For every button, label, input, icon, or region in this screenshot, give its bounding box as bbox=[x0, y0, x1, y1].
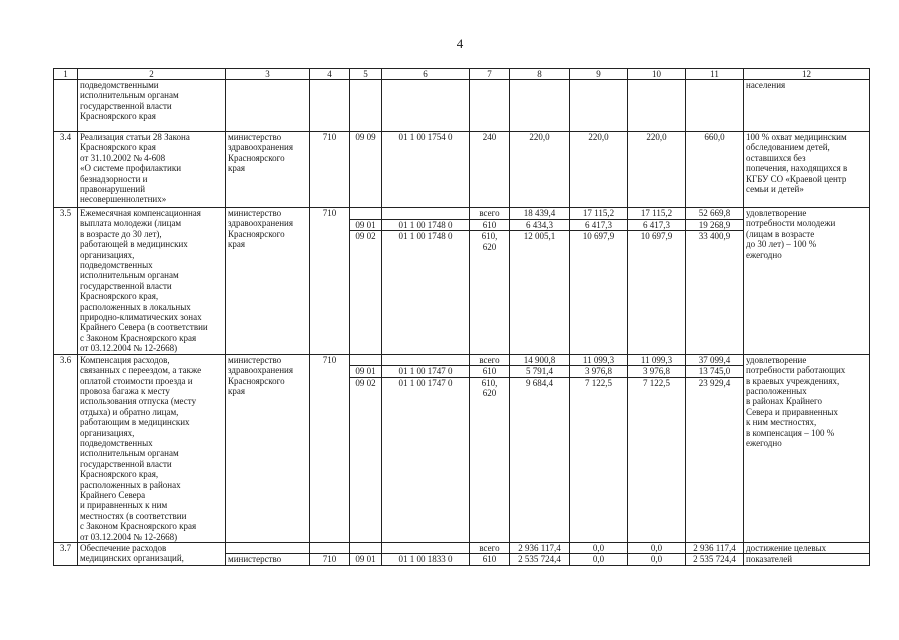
grbs-code: 710 bbox=[310, 354, 350, 542]
year1-value: 6 434,3 bbox=[510, 219, 570, 231]
ministry: министерство здравоохранения Красноярского края bbox=[226, 132, 310, 208]
table-row bbox=[54, 354, 870, 365]
year3-value: 7 122,5 bbox=[628, 377, 686, 542]
year1-value: 2 936 117,4 bbox=[510, 543, 570, 554]
year2-value: 0,0 bbox=[570, 554, 628, 565]
csr-code: 01 1 00 1748 0 bbox=[382, 231, 470, 355]
header-cell: 10 bbox=[628, 69, 686, 80]
activity-name: Компенсация расходов, связанных с переездом, а также оплатой стоимости проезда и провоза багажа к месту использования отпуска (месту отдыха) и обратно лицам, работающим в медицинских организациях, подведомственных исполнительным органам государственной власти Красноярского края, расположенных в районах Крайнего Севера и приравненных к ним местностях (в соответствии с Законом Красноярского края от 03.12.2004 № 12-2668) bbox=[78, 354, 226, 542]
year1-value: 5 791,4 bbox=[510, 366, 570, 377]
header-row bbox=[54, 69, 870, 80]
year1-value: 12 005,1 bbox=[510, 231, 570, 355]
header-cell: 7 bbox=[470, 69, 510, 80]
total-value: 2 535 724,4 bbox=[686, 554, 744, 565]
year1-value: 9 684,4 bbox=[510, 377, 570, 542]
grbs-code: 710 bbox=[310, 554, 350, 565]
header-cell: 4 bbox=[310, 69, 350, 80]
activity-name: Обеспечение расходов медицинских организаций, bbox=[78, 543, 226, 566]
year2-value: 10 697,9 bbox=[570, 231, 628, 355]
table-row bbox=[54, 208, 870, 220]
total-value: 2 936 117,4 bbox=[686, 543, 744, 554]
year2-value: 3 976,8 bbox=[570, 366, 628, 377]
rzpr-code: 09 02 bbox=[350, 377, 382, 542]
vr-code: всего bbox=[470, 543, 510, 554]
year1-value: 18 439,4 bbox=[510, 208, 570, 220]
year3-value: 6 417,3 bbox=[628, 219, 686, 231]
csr-code: 01 1 00 1747 0 bbox=[382, 377, 470, 542]
expected-result: удовлетворение потребности работающих в краевых учреждениях, расположенных в районах Крайнего Севера и приравненных к ним местностях, в компенсация – 100 % ежегодно bbox=[744, 354, 870, 542]
rzpr-code: 09 01 bbox=[350, 366, 382, 377]
ministry: министерство здравоохранения Красноярского края bbox=[226, 354, 310, 542]
header-cell: 1 bbox=[54, 69, 78, 80]
rzpr-code: 09 01 bbox=[350, 219, 382, 231]
year3-value: 17 115,2 bbox=[628, 208, 686, 220]
expected-result: удовлетворение потребности молодежи (лицам в возрасте до 30 лет) – 100 % ежегодно bbox=[744, 208, 870, 355]
total-value: 52 669,8 bbox=[686, 208, 744, 220]
row-number: 3.4 bbox=[54, 132, 78, 208]
rzpr-code bbox=[350, 208, 382, 220]
year3-value: 11 099,3 bbox=[628, 354, 686, 365]
csr-code: 01 1 00 1754 0 bbox=[382, 132, 470, 208]
table-row bbox=[54, 543, 870, 554]
header-cell: 9 bbox=[570, 69, 628, 80]
year1-value: 14 900,8 bbox=[510, 354, 570, 365]
expected-result: достижение целевых bbox=[744, 543, 870, 554]
csr-code bbox=[382, 354, 470, 365]
csr-code bbox=[382, 208, 470, 220]
grbs-code bbox=[310, 543, 350, 554]
row-number: 3.6 bbox=[54, 354, 78, 542]
grbs-code: 710 bbox=[310, 132, 350, 208]
grbs-code: 710 bbox=[310, 208, 350, 355]
year3-value: 0,0 bbox=[628, 543, 686, 554]
total-value: 19 268,9 bbox=[686, 219, 744, 231]
activity-name: Ежемесячная компенсационная выплата молодежи (лицам в возрасте до 30 лет), работающей в медицинских организациях, подведомственных исполнительным органам государственной власти Красноярского края, расположенных в локальных природно-климатических зонах Крайнего Севера (в соответствии с Законом Красноярского края от 03.12.2004 № 12-2668) bbox=[78, 208, 226, 355]
total-value: 13 745,0 bbox=[686, 366, 744, 377]
table-row bbox=[54, 132, 870, 208]
vr-code: всего bbox=[470, 208, 510, 220]
vr-code: 240 bbox=[470, 132, 510, 208]
table-row bbox=[54, 80, 870, 132]
rzpr-code bbox=[350, 354, 382, 365]
activity-name: Реализация статьи 28 Закона Красноярского края от 31.10.2002 № 4-608 «О системе профилактики безнадзорности и правонарушений несовершеннолетних» bbox=[78, 132, 226, 208]
header-cell: 3 bbox=[226, 69, 310, 80]
page-number: 4 bbox=[456, 36, 464, 51]
vr-code: 610 bbox=[470, 366, 510, 377]
expected-result: населения bbox=[744, 80, 870, 132]
rzpr-code: 09 01 bbox=[350, 554, 382, 565]
year2-value: 7 122,5 bbox=[570, 377, 628, 542]
program-activities-table bbox=[53, 68, 870, 566]
activity-name: подведомственными исполнительным органам государственной власти Красноярского края bbox=[78, 80, 226, 132]
vr-code: 610 bbox=[470, 554, 510, 565]
year3-value: 220,0 bbox=[628, 132, 686, 208]
header-cell: 12 bbox=[744, 69, 870, 80]
vr-code: 610, 620 bbox=[470, 377, 510, 542]
csr-code: 01 1 00 1748 0 bbox=[382, 219, 470, 231]
header-cell: 8 bbox=[510, 69, 570, 80]
year1-value: 220,0 bbox=[510, 132, 570, 208]
ministry bbox=[226, 543, 310, 554]
total-value: 23 929,4 bbox=[686, 377, 744, 542]
row-number: 3.7 bbox=[54, 543, 78, 566]
year1-value: 2 535 724,4 bbox=[510, 554, 570, 565]
rzpr-code: 09 09 bbox=[350, 132, 382, 208]
expected-result: 100 % охват медицинским обследованием детей, оставшихся без попечения, находящихся в КГБУ СО «Краевой центр семьи и детей» bbox=[744, 132, 870, 208]
year2-value: 17 115,2 bbox=[570, 208, 628, 220]
year2-value: 220,0 bbox=[570, 132, 628, 208]
header-cell: 11 bbox=[686, 69, 744, 80]
rzpr-code: 09 02 bbox=[350, 231, 382, 355]
header-cell: 2 bbox=[78, 69, 226, 80]
total-value: 660,0 bbox=[686, 132, 744, 208]
year2-value: 6 417,3 bbox=[570, 219, 628, 231]
csr-code: 01 1 00 1833 0 bbox=[382, 554, 470, 565]
ministry: министерство здравоохранения Красноярского края bbox=[226, 208, 310, 355]
header-cell: 6 bbox=[382, 69, 470, 80]
row-number: 3.5 bbox=[54, 208, 78, 355]
total-value: 33 400,9 bbox=[686, 231, 744, 355]
ministry: министерство bbox=[226, 554, 310, 565]
rzpr-code bbox=[350, 543, 382, 554]
header-cell: 5 bbox=[350, 69, 382, 80]
total-value: 37 099,4 bbox=[686, 354, 744, 365]
year2-value: 0,0 bbox=[570, 543, 628, 554]
year2-value: 11 099,3 bbox=[570, 354, 628, 365]
vr-code: 610 bbox=[470, 219, 510, 231]
csr-code bbox=[382, 543, 470, 554]
expected-result: показателей bbox=[744, 554, 870, 565]
vr-code: 610, 620 bbox=[470, 231, 510, 355]
csr-code: 01 1 00 1747 0 bbox=[382, 366, 470, 377]
vr-code: всего bbox=[470, 354, 510, 365]
year3-value: 3 976,8 bbox=[628, 366, 686, 377]
year3-value: 10 697,9 bbox=[628, 231, 686, 355]
year3-value: 0,0 bbox=[628, 554, 686, 565]
